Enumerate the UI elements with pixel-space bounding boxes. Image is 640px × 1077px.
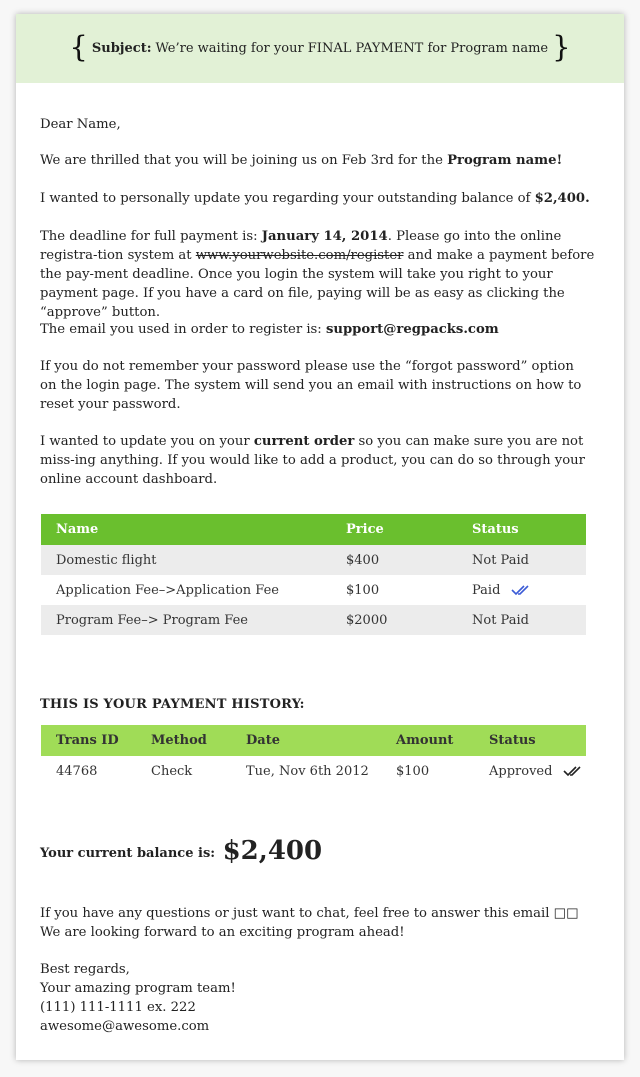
current-balance-amount: $2,400	[222, 836, 323, 866]
closing-line-1: If you have any questions or just want to chat, feel free to answer this email □□	[40, 906, 579, 921]
closing-paragraph	[40, 904, 600, 942]
order-item-status: Not Paid	[472, 605, 586, 635]
register-email[interactable]: support@regpacks.com	[325, 322, 499, 337]
order-item-price: $2000	[346, 605, 472, 635]
table-row	[41, 605, 586, 635]
signature-regards: Best regards,	[40, 962, 130, 977]
closing-line-2: We are looking forward to an exciting program ahead!	[40, 925, 405, 940]
order-header-row	[41, 514, 586, 545]
double-check-icon	[511, 584, 531, 596]
table-row	[41, 545, 586, 575]
order-item-price: $100	[346, 582, 380, 598]
payment-history-title: THIS IS YOUR PAYMENT HISTORY:	[40, 697, 305, 712]
history-header-date: Date	[246, 725, 396, 756]
deadline-paragraph	[40, 227, 595, 322]
current-balance-label: Your current balance is:	[40, 846, 220, 861]
history-header-method: Method	[151, 725, 246, 756]
deadline-text: The deadline for full payment is:	[40, 229, 262, 244]
history-method: Check	[151, 763, 193, 779]
balance-text: I wanted to personally update you regarding your outstanding balance of	[40, 191, 535, 206]
order-paragraph	[40, 432, 595, 489]
balance-amount: $2,400.	[534, 191, 590, 206]
history-trans-id: 44768	[56, 763, 98, 779]
order-item-name: Program Fee–> Program Fee	[41, 605, 346, 635]
order-header-name: Name	[41, 514, 346, 545]
table-row	[41, 575, 586, 605]
signature-team: Your amazing program team!	[40, 981, 236, 996]
order-text: I wanted to update you on your	[40, 434, 254, 449]
signature-email[interactable]: awesome@awesome.com	[40, 1019, 210, 1034]
history-header-status: Status	[489, 725, 586, 756]
order-item-status: Not Paid	[472, 545, 586, 575]
history-date: Tue, Nov 6th 2012	[246, 763, 369, 779]
order-item-status: Paid	[472, 582, 501, 598]
order-after: so you can make sure you are not miss-ing anything. If you would like to add a product, you can do so through your online account dashboard.	[40, 434, 585, 487]
left-brace-icon: {	[69, 30, 88, 64]
current-balance	[40, 836, 322, 866]
subject-text: We’re waiting for your FINAL PAYMENT for Program name	[155, 41, 549, 56]
deadline-after: and make a payment before the pay-ment deadline. Once you login the system will take you right to your payment page. If you have a card on file, paying will be as easy as clicking the “approve” button.	[40, 248, 595, 320]
email-card	[16, 14, 624, 1060]
password-paragraph: If you do not remember your password please use the “forgot password” option on the login page. The system will send you an email with instructions on how to reset your password.	[40, 359, 582, 412]
signature	[40, 960, 600, 1036]
balance-paragraph	[40, 189, 600, 208]
subject-banner	[16, 14, 624, 83]
order-header-status: Status	[472, 514, 586, 545]
email-paragraph	[40, 320, 600, 339]
signature-phone: (111) 111-1111 ex. 222	[40, 1000, 196, 1015]
history-header-trans-id: Trans ID	[41, 725, 151, 756]
subject-label: Subject:	[91, 41, 152, 56]
intro-text: We are thrilled that you will be joining us on Feb 3rd for the	[40, 153, 448, 168]
double-check-icon	[563, 765, 583, 777]
table-row	[41, 756, 586, 786]
order-item-name: Application Fee–>Application Fee	[56, 582, 279, 598]
order-table	[41, 514, 586, 635]
order-item-status-cell	[472, 575, 586, 605]
current-order-highlight: current order	[253, 434, 355, 449]
order-header-price: Price	[346, 514, 472, 545]
history-status: Approved	[489, 763, 553, 779]
order-item-name: Domestic flight	[41, 545, 346, 575]
history-status-cell	[489, 756, 586, 786]
program-name: Program name!	[447, 153, 563, 168]
history-amount: $100	[396, 763, 430, 779]
history-header-row	[41, 725, 586, 756]
deadline-date: January 14, 2014	[261, 229, 388, 244]
history-header-amount: Amount	[396, 725, 489, 756]
intro-paragraph	[40, 151, 600, 170]
payment-history-table	[41, 725, 586, 786]
register-link[interactable]: www.yourwebsite.com/register	[195, 248, 404, 263]
deadline-middle: . Please go into the online registra-tion system at	[40, 229, 562, 263]
right-brace-icon: }	[552, 30, 571, 64]
email-text: The email you used in order to register is:	[40, 322, 326, 337]
greeting: Dear Name,	[40, 117, 121, 132]
order-item-price: $400	[346, 545, 472, 575]
